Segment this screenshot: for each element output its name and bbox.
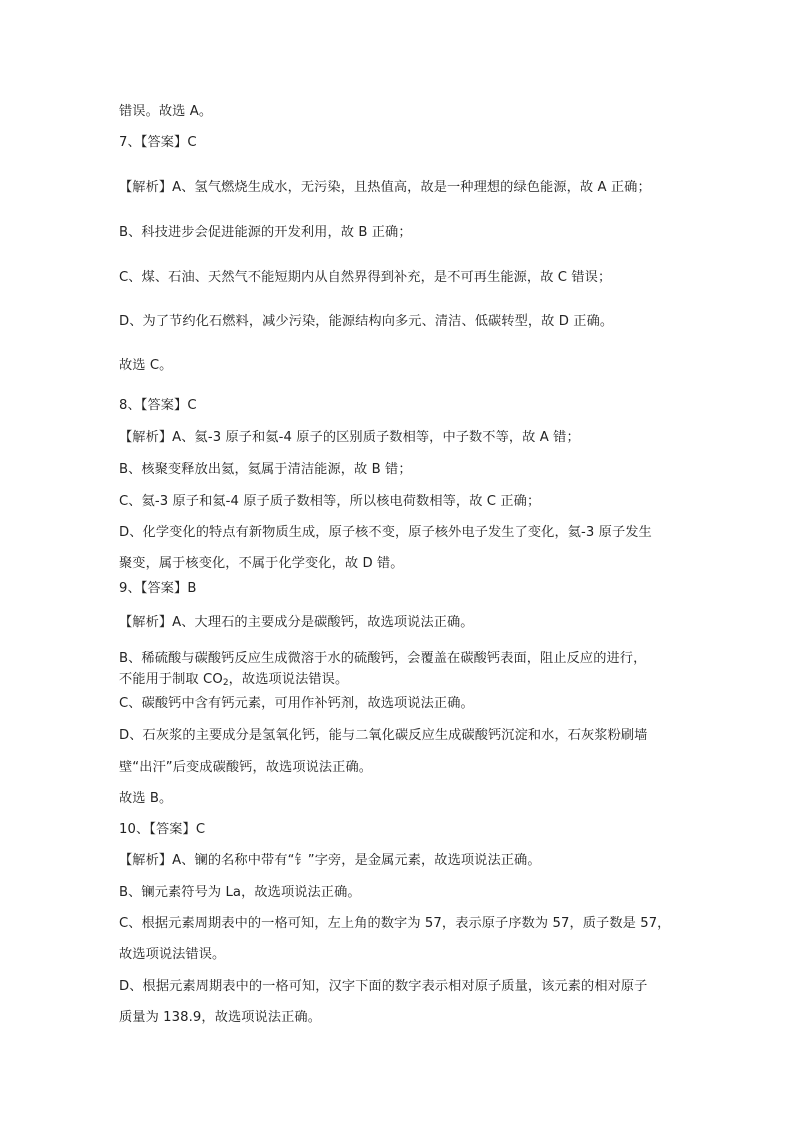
text-line: C、氦-3 原子和氦-4 原子质子数相等，所以核电荷数相等，故 C 正确； <box>119 494 541 509</box>
text-line: C、煤、石油、天然气不能短期内从自然界得到补充，是不可再生能源，故 C 错误； <box>119 270 612 285</box>
answer-heading-10: 10、【答案】C <box>119 822 206 837</box>
text-line: C、碳酸钙中含有钙元素，可用作补钙剂，故选项说法正确。 <box>119 696 474 711</box>
text-line: 【解析】A、大理石的主要成分是碳酸钙，故选项说法正确。 <box>119 615 474 630</box>
text-line: B、稀硫酸与碳酸钙反应生成微溶于水的硫酸钙，会覆盖在碳酸钙表面，阻止反应的进行， <box>119 651 647 666</box>
text-line: 质量为 138.9，故选项说法正确。 <box>119 1010 321 1025</box>
answer-heading-7: 7、【答案】C <box>119 135 197 150</box>
text-line: D、根据元素周期表中的一格可知，汉字下面的数字表示相对原子质量，该元素的相对原子 <box>119 979 648 994</box>
text-line: 故选 C。 <box>119 358 173 373</box>
text-line: 聚变，属于核变化，不属于化学变化，故 D 错。 <box>119 556 404 571</box>
text-line: B、科技进步会促进能源的开发利用，故 B 正确； <box>119 225 412 240</box>
subscript: 2 <box>222 678 229 688</box>
text-line: D、为了节约化石燃料，减少污染，能源结构向多元、清洁、低碳转型，故 D 正确。 <box>119 314 614 329</box>
text-line: B、镧元素符号为 La，故选项说法正确。 <box>119 885 361 900</box>
text-line: 故选项说法错误。 <box>119 947 226 962</box>
text-line: 故选 B。 <box>119 791 173 806</box>
text-line: 【解析】A、氦-3 原子和氦-4 原子的区别质子数相等，中子数不等，故 A 错； <box>119 430 580 445</box>
text-run: 不能用于制取 CO <box>119 672 223 687</box>
text-line <box>119 671 699 692</box>
text-line: 【解析】A、氢气燃烧生成水，无污染，且热值高，故是一种理想的绿色能源，故 A 正确； <box>119 180 651 195</box>
text-line: D、化学变化的特点有新物质生成，原子核不变，原子核外电子发生了变化，氦-3 原子发生 <box>119 525 652 540</box>
answer-heading-9: 9、【答案】B <box>119 581 197 596</box>
text-line: 【解析】A、镧的名称中带有“钅”字旁，是金属元素，故选项说法正确。 <box>119 853 541 868</box>
text-line: C、根据元素周期表中的一格可知，左上角的数字为 57，表示原子序数为 57，质子数是 57， <box>119 916 671 931</box>
text-line: B、核聚变释放出氦，氦属于清洁能源，故 B 错； <box>119 462 412 477</box>
text-line: 错误。故选 A。 <box>119 104 213 119</box>
text-run: ，故选项说法错误。 <box>228 672 349 687</box>
text-line: 壁“出汗”后变成碳酸钙，故选项说法正确。 <box>119 760 373 775</box>
text-line: D、石灰浆的主要成分是氢氧化钙，能与二氧化碳反应生成碳酸钙沉淀和水，石灰浆粉刷墙 <box>119 728 648 743</box>
answer-heading-8: 8、【答案】C <box>119 398 197 413</box>
